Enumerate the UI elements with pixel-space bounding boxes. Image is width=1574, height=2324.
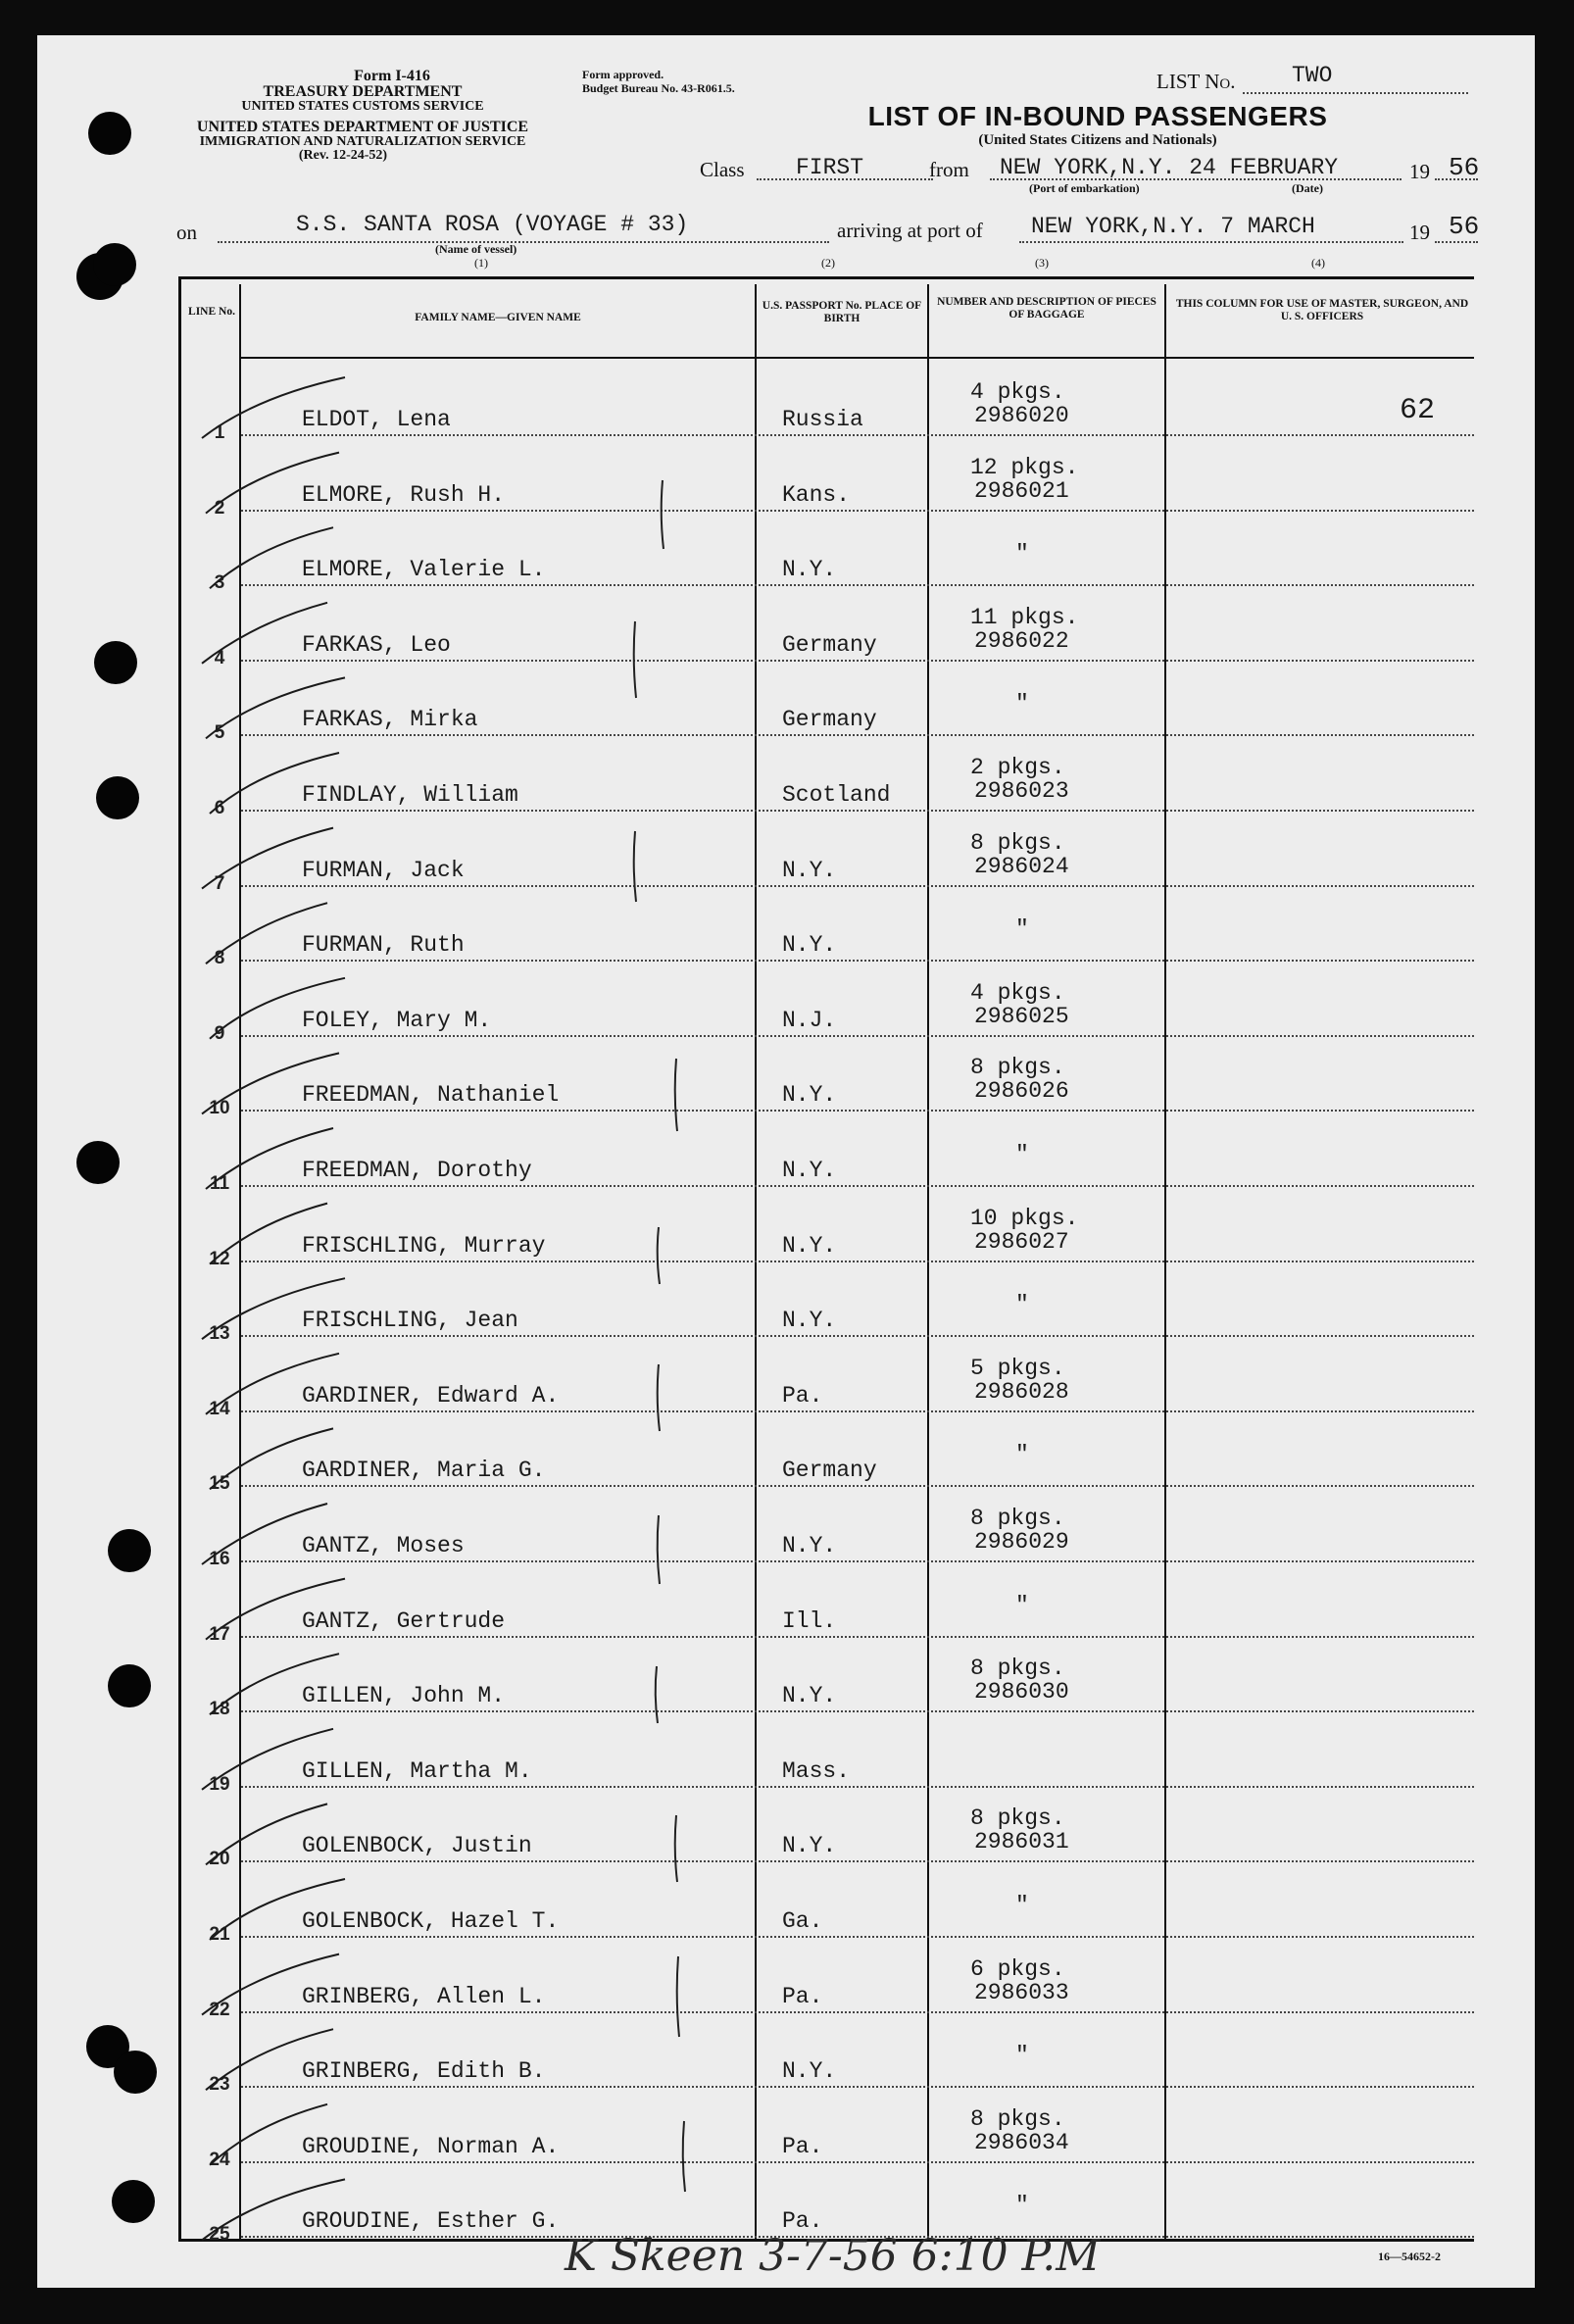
check-slash — [206, 677, 345, 738]
footer-code: 16—54652-2 — [1378, 2250, 1441, 2263]
row-baggage-count: 4 pkgs. — [970, 379, 1065, 405]
row-baggage-count: 8 pkgs. — [970, 2106, 1065, 2132]
row-passenger-name: GILLEN, John M. — [302, 1683, 506, 1708]
row-passenger-name: GANTZ, Gertrude — [302, 1608, 506, 1634]
row-place-of-birth: Pa. — [782, 1383, 823, 1409]
row-place-of-birth: Mass. — [782, 1758, 851, 1784]
check-tick — [634, 831, 636, 902]
row-baggage-ditto: " — [1015, 1893, 1029, 1918]
check-tick — [662, 480, 664, 549]
row-baggage-number: 2986027 — [974, 1229, 1069, 1255]
row-line-number: 3 — [214, 572, 225, 593]
check-slash — [210, 1204, 327, 1264]
check-tick — [675, 1815, 677, 1882]
row-baggage-number: 2986028 — [974, 1379, 1069, 1405]
row-baggage-ditto: " — [1015, 1442, 1029, 1467]
row-baggage-number: 2986021 — [974, 478, 1069, 504]
check-slash — [206, 1354, 339, 1414]
row-line-number: 24 — [209, 2150, 230, 2170]
row-place-of-birth: Germany — [782, 1458, 877, 1483]
row-line-number: 14 — [209, 1399, 230, 1419]
row-baggage-count: 8 pkgs. — [970, 1506, 1065, 1531]
row-line-number: 23 — [209, 2074, 230, 2095]
row-baggage-number: 2986033 — [974, 1980, 1069, 2005]
check-slash — [210, 753, 339, 814]
row-baggage-ditto: " — [1015, 691, 1029, 717]
row-passenger-name: ELMORE, Rush H. — [302, 482, 506, 508]
check-slash — [206, 2029, 333, 2090]
check-slash — [202, 828, 333, 889]
from-label: from — [929, 158, 969, 181]
check-slash — [210, 527, 333, 588]
row-line-number: 5 — [214, 722, 225, 743]
col-header-baggage: NUMBER AND DESCRIPTION OF PIECES OF BAGGAGE — [937, 296, 1156, 321]
row-passenger-name: FARKAS, Leo — [302, 632, 451, 658]
row-place-of-birth: Pa. — [782, 2134, 823, 2159]
row-passenger-name: GRINBERG, Edith B. — [302, 2058, 546, 2084]
check-tick — [675, 1059, 677, 1131]
row-baggage-ditto: " — [1015, 2193, 1029, 2218]
handwritten-signature: K Skeen 3-7-56 6:10 P.M — [565, 2231, 1101, 2281]
row-line-number: 1 — [214, 422, 225, 443]
row-baggage-count: 10 pkgs. — [970, 1206, 1079, 1231]
row-passenger-name: GILLEN, Martha M. — [302, 1758, 532, 1784]
row-line-number: 9 — [214, 1023, 225, 1044]
check-slash — [210, 1879, 345, 1940]
row-baggage-number: 2986024 — [974, 854, 1069, 879]
check-slash — [210, 978, 345, 1039]
row-place-of-birth: Kans. — [782, 482, 851, 508]
row-baggage-count: 4 pkgs. — [970, 980, 1065, 1006]
row-line-number: 20 — [209, 1849, 230, 1869]
year-prefix-2: 19 — [1409, 221, 1430, 244]
row-line-number: 13 — [209, 1323, 230, 1344]
row-passenger-name: FRISCHLING, Murray — [302, 1233, 546, 1259]
check-slash — [202, 603, 327, 664]
row-baggage-ditto: " — [1015, 1142, 1029, 1167]
col-header-passport: U.S. PASSPORT No. PLACE OF BIRTH — [762, 300, 922, 325]
row-place-of-birth: Ga. — [782, 1908, 823, 1934]
form-number: Form I-416 — [354, 68, 430, 84]
check-slash — [202, 1504, 327, 1564]
row-passenger-name: GRINBERG, Allen L. — [302, 1984, 546, 2009]
row-passenger-name: FREEDMAN, Dorothy — [302, 1158, 532, 1183]
row-place-of-birth: N.Y. — [782, 1533, 837, 1558]
arriving-value: NEW YORK,N.Y. 7 MARCH — [1031, 214, 1315, 239]
row-line-number: 8 — [214, 948, 225, 968]
row-line-number: 25 — [209, 2224, 230, 2245]
col-num-3: (3) — [1035, 256, 1049, 270]
ins-service: IMMIGRATION AND NATURALIZATION SERVICE — [199, 134, 526, 149]
check-slash — [206, 1804, 327, 1864]
form-approved: Form approved. — [582, 68, 664, 81]
row-line-number: 22 — [209, 2000, 230, 2020]
check-tick — [634, 621, 636, 698]
date-caption: (Date) — [1292, 181, 1323, 195]
row-passenger-name: GARDINER, Maria G. — [302, 1458, 546, 1483]
vessel-value: S.S. SANTA ROSA (VOYAGE # 33) — [296, 212, 689, 237]
check-tick — [658, 1227, 660, 1284]
row-baggage-count: 8 pkgs. — [970, 1656, 1065, 1681]
from-value: NEW YORK,N.Y. 24 FEBRUARY — [1000, 155, 1339, 180]
row-line-number: 18 — [209, 1699, 230, 1719]
row-line-number: 21 — [209, 1924, 230, 1945]
row-place-of-birth: N.Y. — [782, 1683, 837, 1708]
row-passenger-name: FREEDMAN, Nathaniel — [302, 1082, 560, 1108]
row-baggage-count: 5 pkgs. — [970, 1356, 1065, 1381]
row-line-number: 10 — [209, 1098, 230, 1118]
row-place-of-birth: N.Y. — [782, 932, 837, 958]
check-slash — [206, 453, 339, 514]
row-line-number: 19 — [209, 1774, 230, 1795]
row-passenger-name: FARKAS, Mirka — [302, 707, 478, 732]
row-line-number: 12 — [209, 1249, 230, 1269]
row-passenger-name: GROUDINE, Esther G. — [302, 2208, 560, 2234]
justice-dept: UNITED STATES DEPARTMENT OF JUSTICE — [196, 119, 529, 135]
row-baggage-count: 8 pkgs. — [970, 1055, 1065, 1080]
check-slash — [202, 377, 345, 438]
row-passenger-name: FRISCHLING, Jean — [302, 1308, 518, 1333]
check-slash — [202, 1729, 333, 1790]
row-baggage-number: 2986020 — [974, 403, 1069, 428]
row-baggage-count: 8 pkgs. — [970, 1805, 1065, 1831]
row-baggage-ditto: " — [1015, 541, 1029, 567]
row-baggage-ditto: " — [1015, 2043, 1029, 2068]
row-line-number: 11 — [209, 1173, 230, 1194]
check-slash — [202, 1954, 339, 2015]
row-place-of-birth: Germany — [782, 632, 877, 658]
check-slash — [210, 1654, 339, 1714]
row-passenger-name: GOLENBOCK, Justin — [302, 1833, 532, 1858]
row-passenger-name: GARDINER, Edward A. — [302, 1383, 560, 1409]
row-baggage-number: 2986025 — [974, 1004, 1069, 1029]
row-baggage-count: 2 pkgs. — [970, 755, 1065, 780]
row-baggage-number: 2986026 — [974, 1078, 1069, 1104]
row-place-of-birth: Pa. — [782, 2208, 823, 2234]
col-num-2: (2) — [821, 256, 835, 270]
row-place-of-birth: Pa. — [782, 1984, 823, 2009]
vessel-caption: (Name of vessel) — [435, 242, 517, 256]
row-passenger-name: ELDOT, Lena — [302, 407, 451, 432]
check-slash — [210, 1428, 333, 1489]
year-value-1: 56 — [1449, 153, 1480, 182]
check-slash — [202, 2179, 345, 2240]
row-line-number: 15 — [209, 1473, 230, 1494]
document-subtitle: (United States Citizens and Nationals) — [978, 132, 1217, 148]
row-place-of-birth: N.Y. — [782, 858, 837, 883]
row-line-number: 2 — [214, 498, 225, 519]
row-baggage-number: 2986029 — [974, 1529, 1069, 1555]
check-slash — [202, 1278, 345, 1339]
row-place-of-birth: Ill. — [782, 1608, 837, 1634]
row-place-of-birth: N.Y. — [782, 1158, 837, 1183]
row-baggage-number: 2986022 — [974, 628, 1069, 654]
col-num-1: (1) — [474, 256, 488, 270]
check-slash — [202, 1053, 339, 1113]
list-no-label: LIST No. — [1156, 70, 1236, 93]
list-no-value: TWO — [1292, 63, 1333, 88]
row-baggage-ditto: " — [1015, 1593, 1029, 1618]
row-passenger-name: FURMAN, Ruth — [302, 932, 465, 958]
customs-service: UNITED STATES CUSTOMS SERVICE — [241, 99, 484, 114]
row-baggage-ditto: " — [1015, 916, 1029, 942]
row-place-of-birth: Russia — [782, 407, 863, 432]
check-tick — [683, 2121, 685, 2192]
row-place-of-birth: N.Y. — [782, 557, 837, 582]
treasury-dept: TREASURY DEPARTMENT — [263, 83, 463, 100]
row-line-number: 7 — [214, 873, 225, 894]
revision: (Rev. 12-24-52) — [298, 148, 388, 163]
on-label: on — [176, 221, 197, 244]
col-num-4: (4) — [1311, 256, 1325, 270]
year-value-2: 56 — [1449, 212, 1480, 241]
row-baggage-ditto: " — [1015, 1292, 1029, 1317]
row-place-of-birth: N.Y. — [782, 1833, 837, 1858]
check-slash — [206, 1128, 333, 1189]
check-tick — [658, 1364, 660, 1431]
row-passenger-name: GOLENBOCK, Hazel T. — [302, 1908, 560, 1934]
row-baggage-number: 2986034 — [974, 2130, 1069, 2155]
check-slash — [206, 1579, 345, 1640]
row-passenger-name: GROUDINE, Norman A. — [302, 2134, 560, 2159]
arriving-label: arriving at port of — [837, 219, 983, 242]
class-value: FIRST — [796, 155, 864, 180]
row-passenger-name: ELMORE, Valerie L. — [302, 557, 546, 582]
row-passenger-name: FOLEY, Mary M. — [302, 1008, 492, 1033]
row-line-number: 17 — [209, 1624, 230, 1645]
row-baggage-count: 6 pkgs. — [970, 1956, 1065, 1982]
col-header-name: FAMILY NAME—GIVEN NAME — [415, 312, 581, 323]
row-place-of-birth: Germany — [782, 707, 877, 732]
row-passenger-name: FINDLAY, William — [302, 782, 518, 808]
row-line-number: 6 — [214, 798, 225, 818]
row-line-number: 4 — [214, 648, 225, 668]
row-baggage-number: 2986030 — [974, 1679, 1069, 1705]
row-baggage-count: 12 pkgs. — [970, 455, 1079, 480]
row-line-number: 16 — [209, 1549, 230, 1569]
row-place-of-birth: N.J. — [782, 1008, 837, 1033]
officer-note: 62 — [1400, 394, 1436, 427]
check-slash — [210, 2104, 327, 2165]
budget-bureau: Budget Bureau No. 43-R061.5. — [582, 81, 735, 95]
class-label: Class — [700, 158, 745, 181]
document-title: LIST OF IN-BOUND PASSENGERS — [867, 101, 1328, 131]
row-baggage-number: 2986031 — [974, 1829, 1069, 1854]
port-embark-caption: (Port of embarkation) — [1029, 181, 1140, 195]
col-header-officers: THIS COLUMN FOR USE OF MASTER, SURGEON, AND U. S. OFFICERS — [1175, 298, 1469, 323]
row-place-of-birth: Scotland — [782, 782, 891, 808]
row-place-of-birth: N.Y. — [782, 2058, 837, 2084]
year-prefix-1: 19 — [1409, 160, 1430, 183]
row-baggage-number: 2986023 — [974, 778, 1069, 804]
row-baggage-count: 8 pkgs. — [970, 830, 1065, 856]
check-tick — [677, 1956, 679, 2037]
col-header-line: LINE No. — [188, 306, 235, 318]
row-place-of-birth: N.Y. — [782, 1308, 837, 1333]
check-tick — [656, 1666, 658, 1723]
row-place-of-birth: N.Y. — [782, 1082, 837, 1108]
check-tick — [658, 1515, 660, 1584]
row-passenger-name: FURMAN, Jack — [302, 858, 465, 883]
row-passenger-name: GANTZ, Moses — [302, 1533, 465, 1558]
check-slash — [206, 903, 327, 964]
row-baggage-count: 11 pkgs. — [970, 605, 1079, 630]
row-place-of-birth: N.Y. — [782, 1233, 837, 1259]
